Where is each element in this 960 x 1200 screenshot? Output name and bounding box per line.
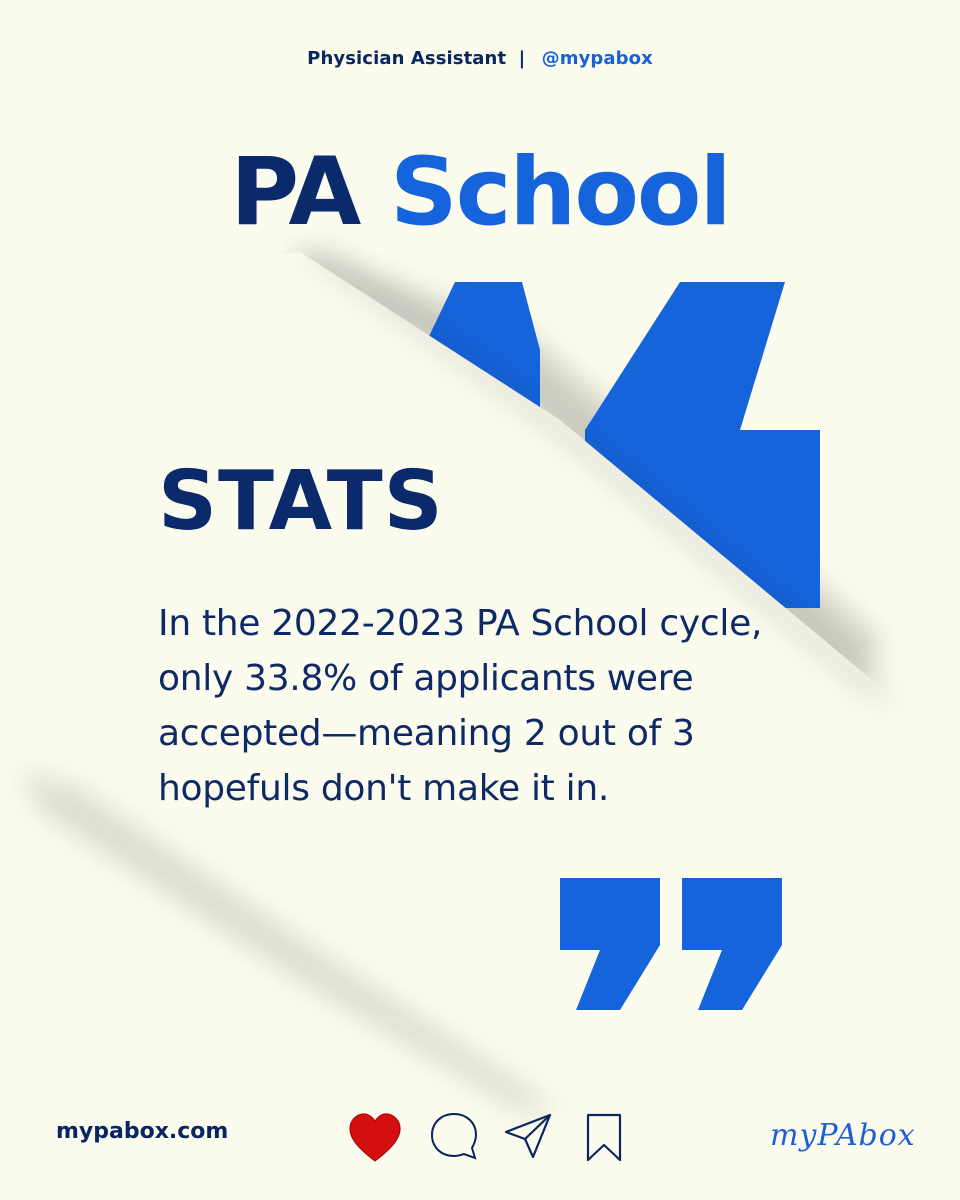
comment-icon[interactable] (428, 1110, 480, 1162)
page-title (0, 128, 960, 258)
title-pa: PA (230, 138, 360, 247)
heart-icon[interactable] (347, 1112, 403, 1164)
header-separator: | (518, 48, 526, 69)
title-school: School (390, 138, 730, 247)
stats-heading: STATS (158, 454, 444, 549)
website-link[interactable]: mypabox.com (56, 1119, 229, 1144)
header-handle[interactable]: @mypabox (541, 48, 653, 69)
header-line (0, 48, 960, 69)
stats-body-text: In the 2022-2023 PA School cycle, only 33.8% of applicants were accepted—meaning 2 out of 3 hopefuls don't make it in. (158, 603, 763, 809)
share-icon[interactable] (503, 1112, 553, 1160)
bookmark-icon[interactable] (583, 1112, 625, 1164)
brand-signature: myPAbox (770, 1118, 916, 1153)
header-category: Physician Assistant (307, 48, 507, 69)
